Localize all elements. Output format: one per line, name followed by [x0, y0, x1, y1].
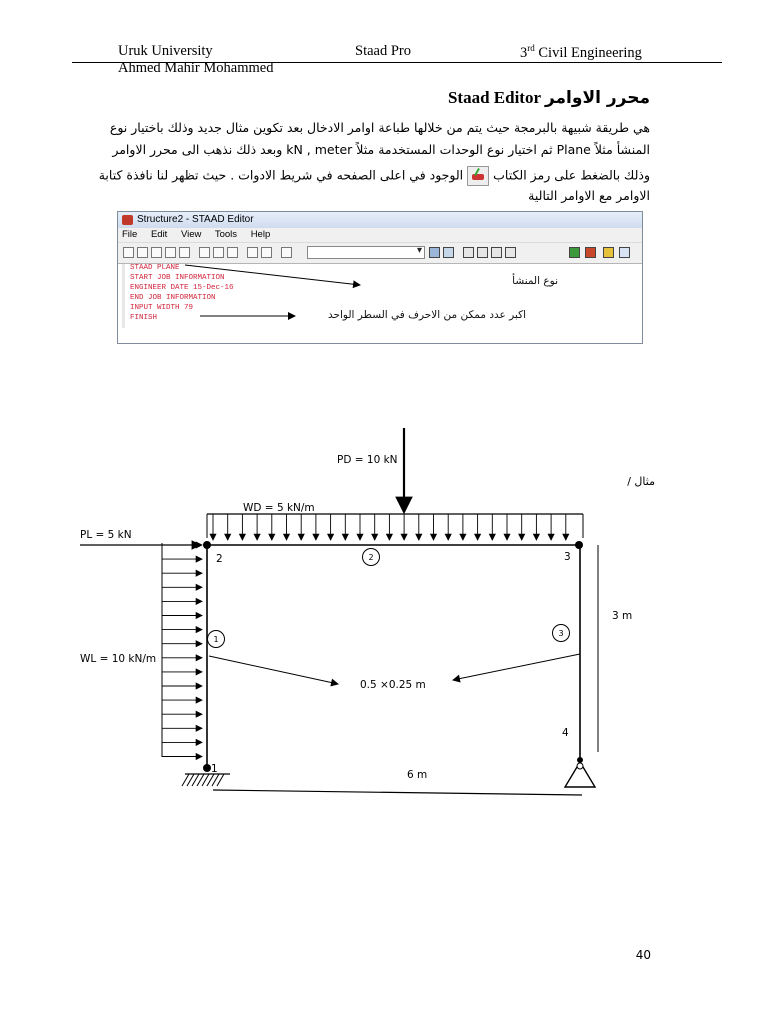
section-arrow-left	[209, 656, 338, 684]
paragraph-line-3a: وذلك بالضغط على رمز الكتاب	[493, 167, 650, 183]
pl-label: PL = 5 kN	[80, 529, 132, 541]
pinned-support-icon	[565, 762, 595, 787]
code-line: STAAD PLANE	[130, 264, 180, 272]
code-line: START JOB INFORMATION	[130, 274, 225, 282]
editor-title: Structure2 - STAAD Editor	[137, 214, 254, 225]
member-label: 2	[368, 553, 374, 562]
wl-distributed-load	[162, 543, 202, 757]
menu-edit[interactable]: Edit	[150, 229, 168, 240]
header-year-sup: rd	[527, 43, 535, 53]
node-label: 1	[211, 763, 218, 775]
code-line: FINISH	[130, 314, 158, 322]
menu-tools[interactable]: Tools	[214, 229, 238, 240]
header-author: Ahmed Mahir Mohammed	[118, 60, 274, 76]
code-line: END JOB INFORMATION	[130, 294, 216, 302]
wd-distributed-load	[207, 514, 583, 540]
annotation-structure-type: نوع المنشأ	[512, 275, 558, 287]
node-label: 4	[562, 727, 569, 739]
menu-view[interactable]: View	[180, 229, 202, 240]
member-label: 3	[558, 629, 564, 638]
wd-label: WD = 5 kN/m	[243, 502, 315, 514]
span-label: 6 m	[407, 769, 428, 781]
menu-help[interactable]: Help	[250, 229, 271, 240]
header-year-num: 3	[520, 44, 528, 61]
paragraph-line-3b: الوجود في اعلى الصفحه في شريط الادوات . حيث تظهر لنا نافذة كتابة	[98, 167, 464, 183]
span-dimension-line	[213, 790, 582, 795]
title-ar: محرر الاوامر	[544, 88, 650, 108]
joint-dot	[203, 541, 211, 549]
paragraph-line-2: المنشأ مثلاً Plane ثم اختيار نوع الوحدات المستخدمة مثلاً kN , meter وبعد ذلك نذهب الى محرر الاوامر	[112, 142, 650, 157]
structure-type-arrow	[185, 265, 360, 285]
header-university: Uruk University	[118, 43, 213, 59]
header-course: Staad Pro	[355, 43, 411, 59]
member-label: 1	[213, 635, 219, 644]
node-label: 2	[216, 553, 223, 565]
pd-label: PD = 10 kN	[337, 454, 398, 466]
annotation-input-width: اكبر عدد ممكن من الاحرف في السطر الواحد	[328, 309, 526, 321]
code-line: ENGINEER DATE 15-Dec-16	[130, 284, 234, 292]
title-en: Staad Editor	[447, 88, 541, 107]
fixed-support-icon	[182, 774, 230, 786]
joint-dot	[575, 541, 583, 549]
menu-file[interactable]: File	[122, 229, 138, 240]
paragraph-line-4: الاوامر مع الاوامر التالية	[528, 188, 650, 203]
wl-label: WL = 10 kN/m	[80, 653, 157, 665]
code-line: INPUT WIDTH 79	[130, 304, 194, 312]
joint-dot	[203, 764, 211, 772]
section-arrow-right	[453, 654, 580, 680]
node-label: 3	[564, 551, 571, 563]
height-label: 3 m	[612, 610, 633, 622]
paragraph-line-1: هي طريقة شبيهة بالبرمجة حيث يتم من خلالها طباعة اوامر الادخال بعد تكوين مثال جديد وذلك باختيار نوع	[109, 120, 650, 135]
section-label: 0.5 ×0.25 m	[360, 679, 426, 691]
example-label: مثال /	[627, 475, 655, 488]
header-year-rest: Civil Engineering	[538, 44, 642, 61]
page-number: 40	[635, 948, 651, 962]
